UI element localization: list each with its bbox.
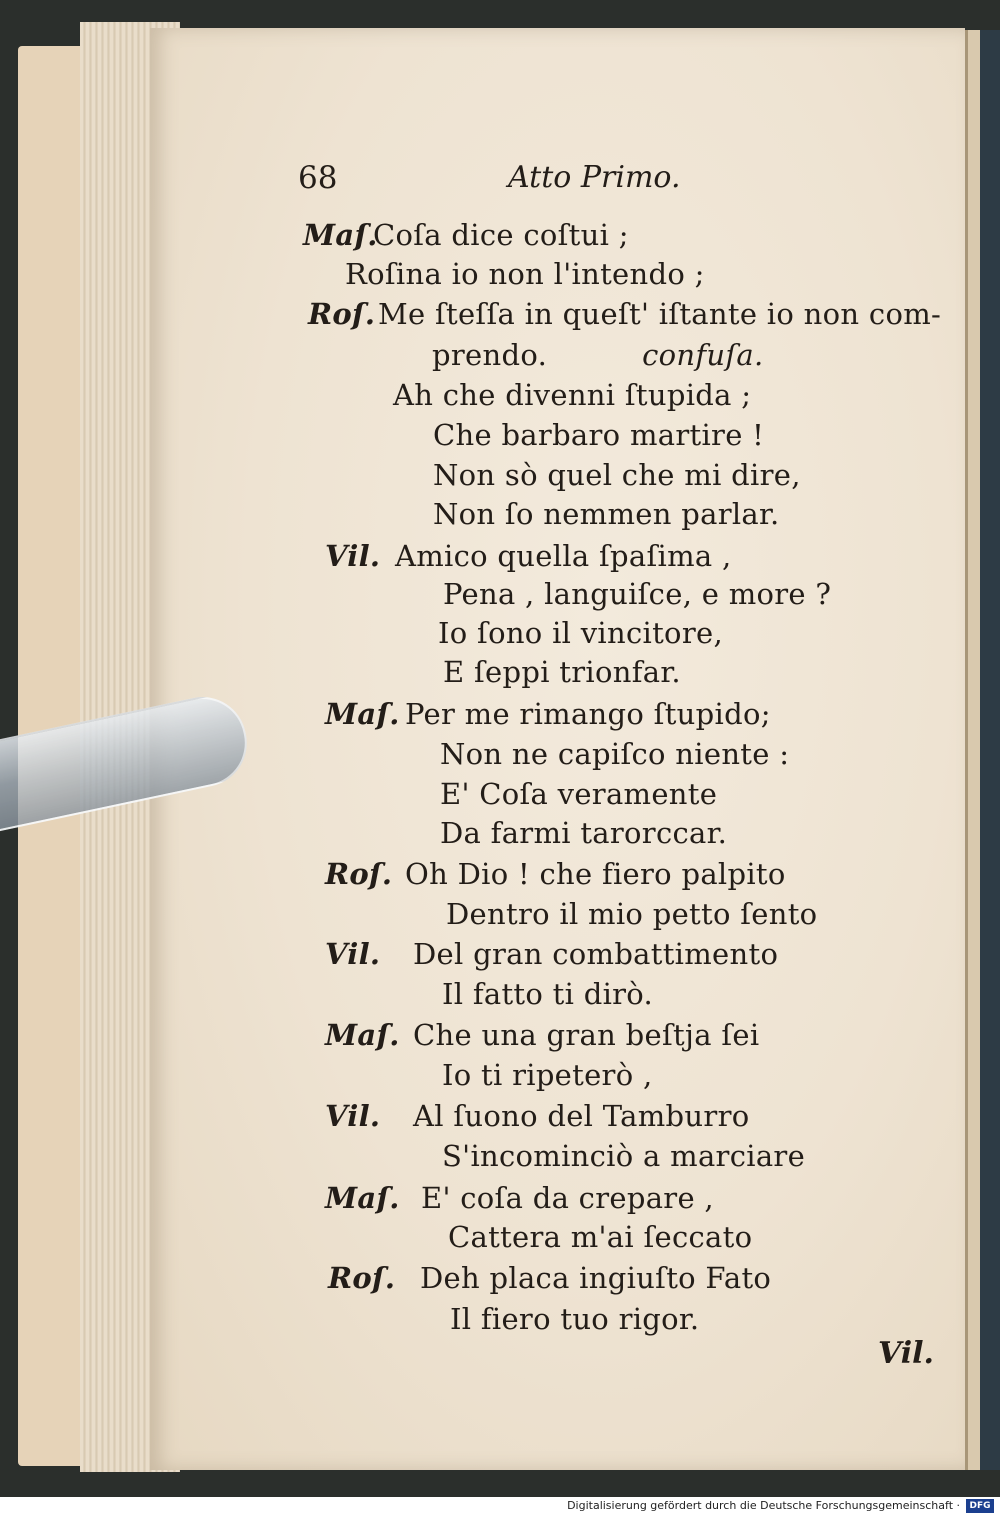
verse-line (325, 537, 732, 575)
verse-line (432, 336, 764, 374)
verse-line (442, 975, 653, 1013)
speaker-label: Vil. (325, 937, 381, 971)
verse-line (325, 1016, 759, 1054)
speaker-label: Vil. (325, 539, 381, 573)
verse-line (440, 814, 727, 852)
verse-line (443, 575, 831, 613)
stage-direction: confuſa. (642, 338, 764, 372)
dfg-logo: DFG (966, 1499, 994, 1513)
verse-line (433, 495, 780, 533)
verse-line (440, 775, 717, 813)
verse-line (303, 216, 629, 254)
speaker-label: Maſ. (303, 218, 378, 252)
line-text: E ſeppi trionfar. (443, 655, 681, 689)
line-text: E' Coſa veramente (440, 777, 718, 811)
verse-line (325, 1097, 750, 1135)
line-text: prendo. (432, 338, 548, 372)
verse-line (442, 1056, 653, 1094)
line-text: E' coſa da crepare , (421, 1181, 714, 1215)
verse-line (325, 1179, 714, 1217)
funding-credit: Digitalisierung gefördert durch die Deutsche Forschungsgemeinschaft · (567, 1499, 960, 1512)
verse-line (325, 695, 771, 733)
line-text: Io ſono il vincitore, (438, 616, 723, 650)
speaker-label: Vil. (325, 1099, 381, 1133)
line-text: Pena , languiſce, e more ? (443, 577, 832, 611)
line-text: Io ti ripeterò , (442, 1058, 653, 1092)
speaker-label: Roſ. (328, 1261, 396, 1295)
page-number: 68 (298, 160, 338, 196)
line-text: Al ſuono del Tamburro (413, 1099, 750, 1133)
verse-line (308, 295, 941, 333)
verse-line (448, 1218, 752, 1256)
line-text: Ah che divenni ſtupida ; (393, 378, 752, 412)
line-text: Non ſo nemmen parlar. (433, 497, 780, 531)
verse-line (328, 1259, 771, 1297)
line-text: S'incominciò a marciare (442, 1139, 806, 1173)
speaker-label: Maſ. (325, 1181, 400, 1215)
verse-line (450, 1300, 699, 1338)
verse-line (393, 376, 751, 414)
line-text: Oh Dio ! che fiero palpito (405, 857, 786, 891)
verse-line (433, 416, 764, 454)
line-text: Deh placa ingiuſto Fato (420, 1261, 772, 1295)
verse-line (446, 895, 817, 933)
line-text: Non sò quel che mi dire, (433, 458, 801, 492)
verse-line (442, 1137, 805, 1175)
verse-line (440, 735, 789, 773)
line-text: Del gran combattimento (413, 937, 779, 971)
line-text: Che barbaro martire ! (433, 418, 765, 452)
line-text: Il fatto ti dirò. (442, 977, 654, 1011)
line-text: Da farmi tarorccar. (440, 816, 728, 850)
verse-line (325, 855, 786, 893)
line-text: Coſa dice coſtui ; (373, 218, 629, 252)
line-text: Il fiero tuo rigor. (450, 1302, 700, 1336)
line-text: Dentro il mio petto ſento (446, 897, 818, 931)
speaker-label: Roſ. (325, 857, 393, 891)
catchword: Vil. (878, 1336, 934, 1371)
line-text: Non ne capiſco niente : (440, 737, 790, 771)
line-text: Cattera m'ai ſeccato (448, 1220, 753, 1254)
speaker-label: Maſ. (325, 697, 400, 731)
speaker-label: Roſ. (308, 297, 376, 331)
line-text: Che una gran beſtja ſei (413, 1018, 760, 1052)
line-text: Per me rimango ſtupido; (405, 697, 771, 731)
verse-line (345, 255, 705, 293)
line-text: Me ſteſſa in queſt' iſtante io non com- (378, 297, 942, 331)
verse-line (443, 653, 681, 691)
verse-line (438, 614, 723, 652)
verse-line (433, 456, 801, 494)
digitization-footer (0, 1497, 1000, 1517)
speaker-label: Maſ. (325, 1018, 400, 1052)
verse-line (325, 935, 778, 973)
running-title: Atto Primo. (508, 160, 681, 195)
line-text: Roſina io non l'intendo ; (345, 257, 705, 291)
line-text: Amico quella ſpaſima , (395, 539, 732, 573)
